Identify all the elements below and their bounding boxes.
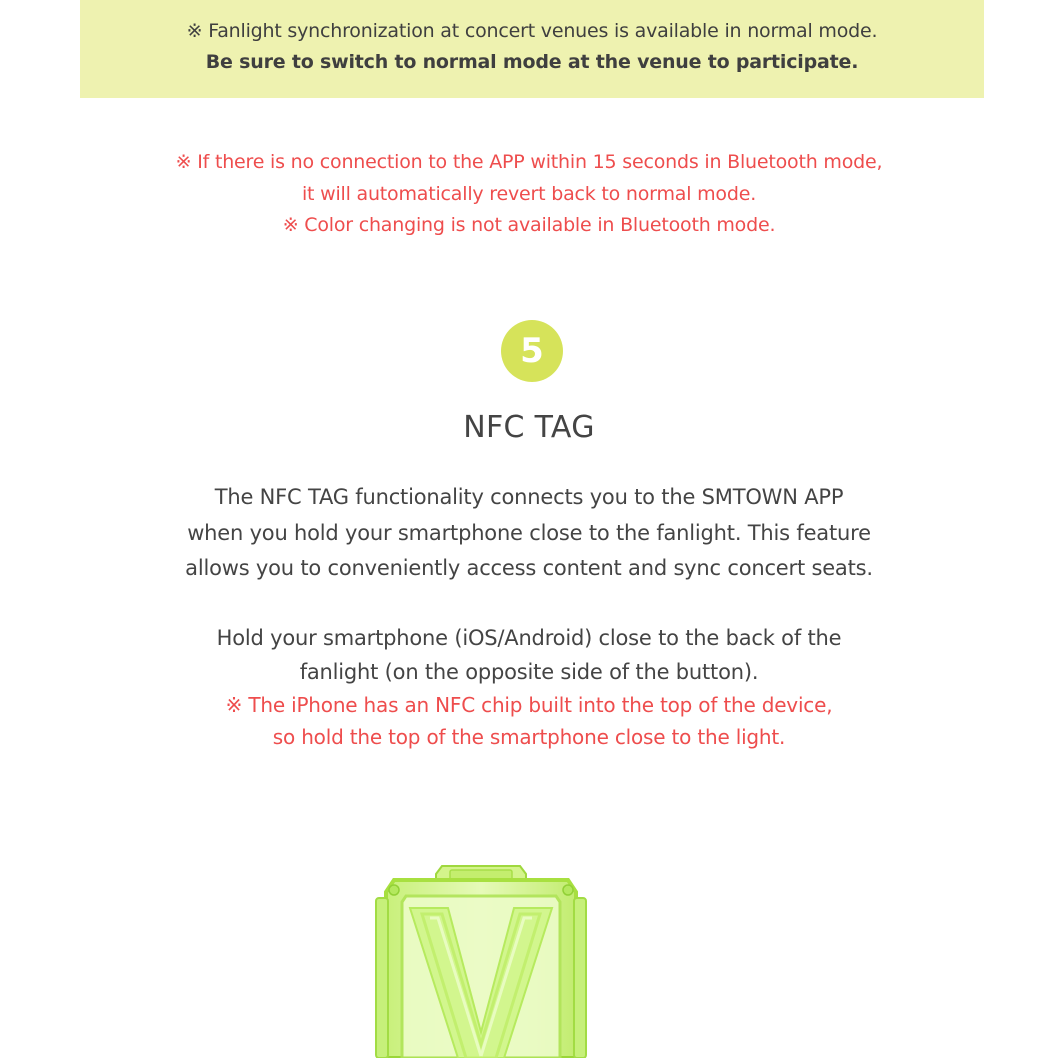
fanlight-illustration xyxy=(370,862,592,1058)
bluetooth-revert-note: it will automatically revert back to normal mode. xyxy=(301,182,757,205)
color-change-warning: ※ Color changing is not available in Bluetooth mode. xyxy=(282,214,776,236)
iphone-nfc-note: ※ The iPhone has an NFC chip built into the top of the device, xyxy=(225,693,833,717)
instruction-line: fanlight (on the opposite side of the button). xyxy=(299,660,759,684)
section-title: NFC TAG xyxy=(463,410,595,445)
sync-notice-emphasis: Be sure to switch to normal mode at the venue to participate. xyxy=(205,51,859,73)
step-number-badge: 5 xyxy=(501,320,563,382)
description-line: allows you to conveniently access content and sync concert seats. xyxy=(185,556,873,580)
nfc-description xyxy=(0,480,1058,587)
bluetooth-warnings xyxy=(0,147,1058,242)
description-line: The NFC TAG functionality connects you to the SMTOWN APP xyxy=(214,485,844,509)
sync-notice-line: ※ Fanlight synchronization at concert venues is available in normal mode. xyxy=(186,20,878,42)
nfc-instructions xyxy=(0,621,1058,753)
bluetooth-timeout-warning: ※ If there is no connection to the APP within 15 seconds in Bluetooth mode, xyxy=(175,151,883,173)
instruction-line: Hold your smartphone (iOS/Android) close to the back of the xyxy=(216,626,842,650)
description-line: when you hold your smartphone close to the fanlight. This feature xyxy=(187,520,871,545)
sync-notice-box xyxy=(80,0,984,98)
iphone-nfc-note: so hold the top of the smartphone close to the light. xyxy=(272,725,786,749)
